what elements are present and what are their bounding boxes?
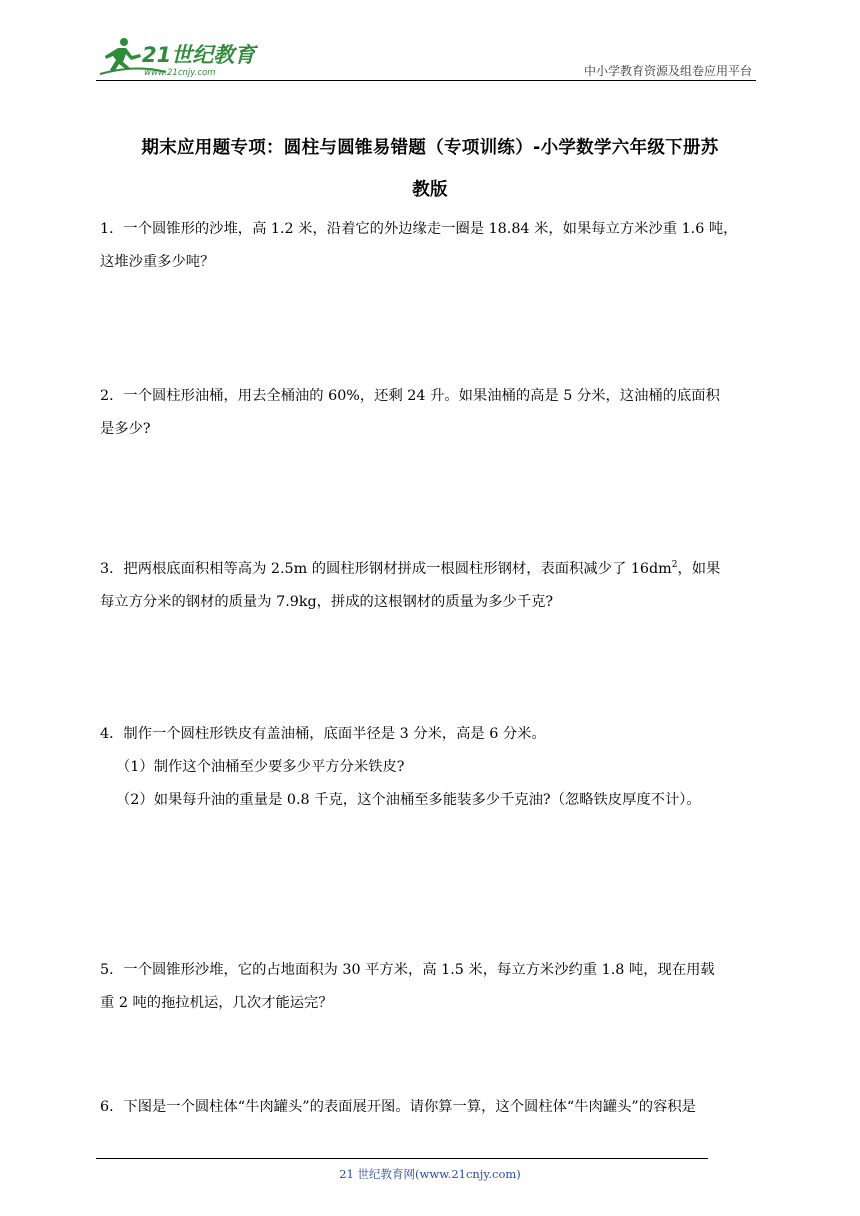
question-3-line1-a: 3．把两根底面积相等高为 2.5m 的圆柱形钢材拼成一根圆柱形钢材，表面积减少了 16dm [100,560,672,577]
question-3 [100,549,764,619]
question-2 [100,380,764,446]
question-3-line1-b: ，如果 [677,560,721,577]
question-1-line1: 1．一个圆锥形的沙堆，高 1.2 米，沿着它的外边缘走一圈是 18.84 米，如果每立方米沙重 1.6 吨， [100,221,738,237]
svg-text:www.21cnjy.com: www.21cnjy.com [144,68,216,78]
logo-21cnjy [96,34,266,80]
question-6-line1: 6．下图是一个圆柱体“牛肉罐头”的表面展开图。请你算一算，这个圆柱体“牛肉罐头”的容积是 [100,1099,696,1115]
document-title-line1: 期末应用题专项：圆柱与圆锥易错题（专项训练）-小学数学六年级下册苏 [141,138,719,158]
question-6 [100,1091,764,1124]
question-1 [100,213,764,279]
question-2-line1: 2．一个圆柱形油桶，用去全桶油的 60%，还剩 24 升。如果油桶的高是 5 分米，这油桶的底面积 [100,388,720,404]
svg-text:21世纪教育: 21世纪教育 [142,43,256,67]
question-3-line1 [100,549,764,586]
question-5-line2: 重 2 吨的拖拉机运，几次才能运完？ [100,995,333,1011]
question-5-line1: 5．一个圆锥形沙堆，它的占地面积为 30 平方米，高 1.5 米，每立方米沙约重 1.8 吨，现在用载 [100,962,715,978]
question-5 [100,954,764,1020]
question-2-line2: 是多少? [100,421,151,437]
question-4-sub2: （2）如果每升油的重量是 0.8 千克，这个油桶至多能装多少千克油?（忽略铁皮厚度不计）。 [116,792,701,808]
document-title-line2: 教版 [412,180,448,200]
question-4-line1: 4．制作一个圆柱形铁皮有盖油桶，底面半径是 3 分米，高是 6 分米。 [100,726,546,742]
header-divider [96,80,756,81]
footer-divider [96,1158,708,1159]
question-4-sub1: （1）制作这个油桶至少要多少平方分米铁皮? [116,759,405,775]
superscript-squared: 2 [671,560,678,570]
footer-source-link[interactable]: 21 世纪教育网(www.21cnjy.com) [339,1167,521,1181]
page-header [96,34,756,80]
question-4 [100,718,764,817]
question-3-line2: 每立方分米的钢材的质量为 7.9kg，拼成的这根钢材的质量为多少千克? [100,593,554,610]
question-1-line2: 这堆沙重多少吨？ [100,254,215,270]
header-platform-text: 中小学教育资源及组卷应用平台 [583,64,752,78]
